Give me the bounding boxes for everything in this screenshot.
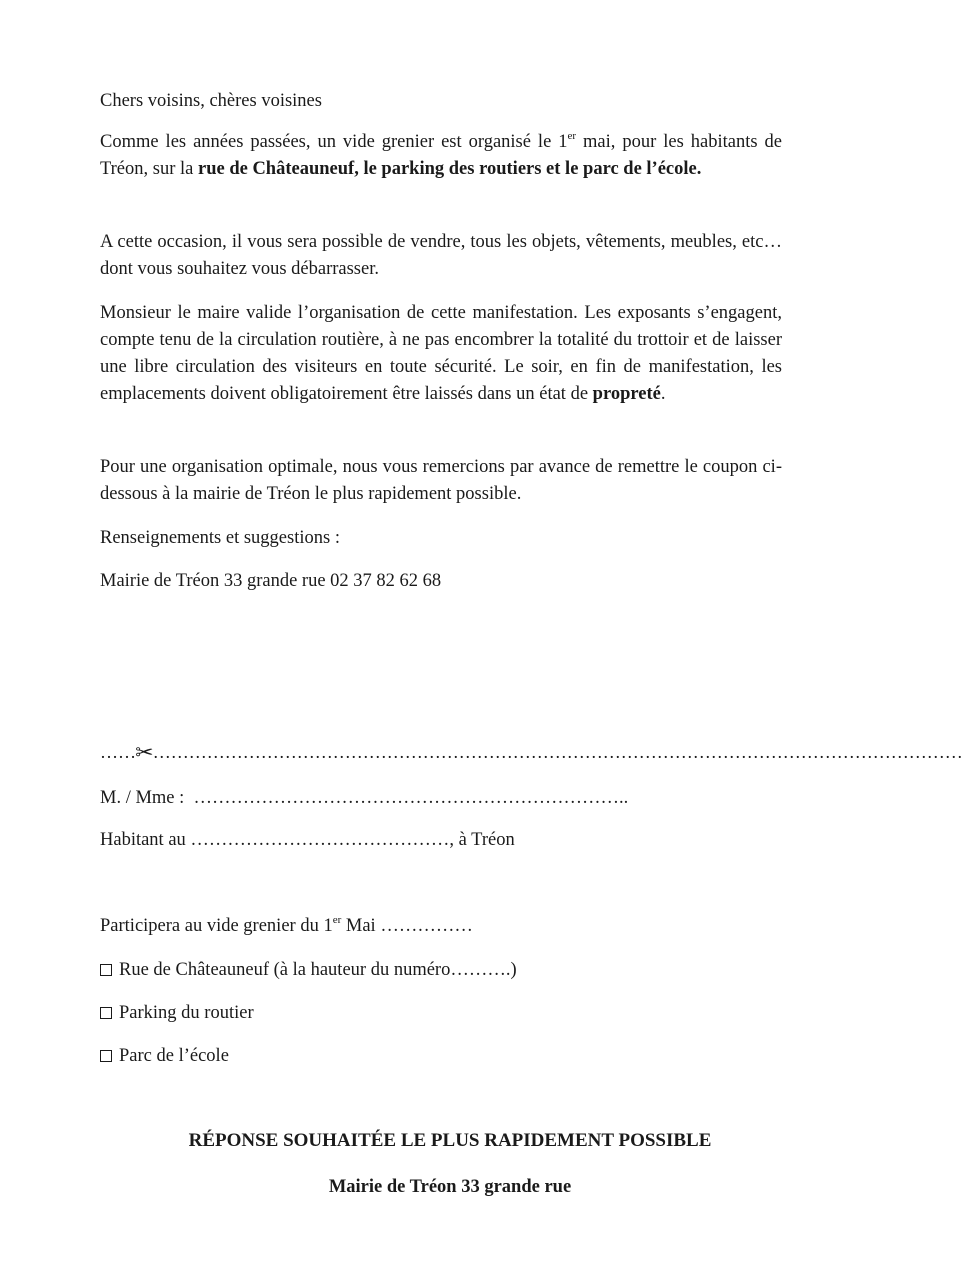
superscript-er: er (567, 130, 577, 142)
cleanliness-bold: propreté (592, 384, 661, 404)
option-rue-label: Rue de Châteauneuf (à la hauteur du numéro……….) (119, 960, 517, 980)
checkbox-ecole[interactable] (100, 1050, 112, 1062)
resident-field-row (100, 827, 515, 854)
contact-line: Mairie de Tréon 33 grande rue 02 37 82 62 68 (100, 571, 442, 591)
cut-line (100, 738, 963, 766)
option-ecole-label: Parc de l’école (119, 1046, 229, 1066)
name-field-row (100, 785, 628, 812)
participation-text-b: Mai (341, 916, 376, 936)
resident-label: Habitant au (100, 830, 186, 850)
name-label: M. / Mme : (100, 788, 185, 808)
participation-text-a: Participera au vide grenier du 1 (100, 916, 333, 936)
participation-superscript: er (332, 914, 342, 926)
option-parking-label: Parking du routier (119, 1003, 254, 1023)
info-label: Renseignements et suggestions : (100, 528, 340, 548)
checkbox-rue[interactable] (100, 964, 112, 976)
option-rue[interactable] (100, 957, 517, 984)
resident-suffix: , à Tréon (449, 830, 515, 850)
paragraph-event-text-b: mai, pour les habitants de Tréon, sur la (100, 132, 782, 179)
paragraph-occasion: A cette occasion, il vous sera possible de vendre, tous les objets, vêtements, meubles, etc… dont vous souhaitez vous débarrasser. (100, 232, 782, 279)
paragraph-rules-end: . (660, 384, 666, 404)
option-ecole[interactable] (100, 1043, 229, 1070)
locations-bold: rue de Châteauneuf, le parking des routiers et le parc de l’école. (197, 159, 702, 179)
checkbox-parking[interactable] (100, 1007, 112, 1019)
paragraph-event (100, 129, 782, 183)
paragraph-coupon-request: Pour une organisation optimale, nous vous remercions par avance de remettre le coupon ci-dessous à la mairie de Tréon le plus rapidement possible. (100, 457, 782, 504)
participation-field[interactable]: …………… (380, 916, 473, 936)
paragraph-event-text-a: Comme les années passées, un vide grenier est organisé le 1 (100, 132, 568, 152)
footer-address: Mairie de Tréon 33 grande rue (328, 1177, 572, 1197)
participation-row (100, 913, 473, 940)
response-heading: RÉPONSE SOUHAITÉE LE PLUS RAPIDEMENT POSSIBLE (188, 1130, 712, 1151)
resident-field[interactable]: …………………………………… (190, 830, 450, 850)
paragraph-rules-text: Monsieur le maire valide l’organisation de cette manifestation. Les exposants s’engagent, compte tenu de la circulation routière, à ne pas encombrer la totalité du trottoir et de laisser une libre circulation des visiteurs en toute sécurité. Le soir, en fin de manifestation, les emplacements doivent obligatoirement être laissés dans un état de (100, 303, 782, 404)
option-parking[interactable] (100, 1000, 254, 1027)
scissors-icon: ✂ (135, 740, 154, 764)
greeting: Chers voisins, chères voisines (100, 91, 322, 111)
paragraph-rules (100, 300, 782, 408)
cut-prefix: …… (100, 742, 136, 762)
name-field[interactable]: …………………………………………………………….. (193, 788, 629, 808)
cut-dots: ……………………………………………………………………………………………………………………… (152, 742, 963, 762)
